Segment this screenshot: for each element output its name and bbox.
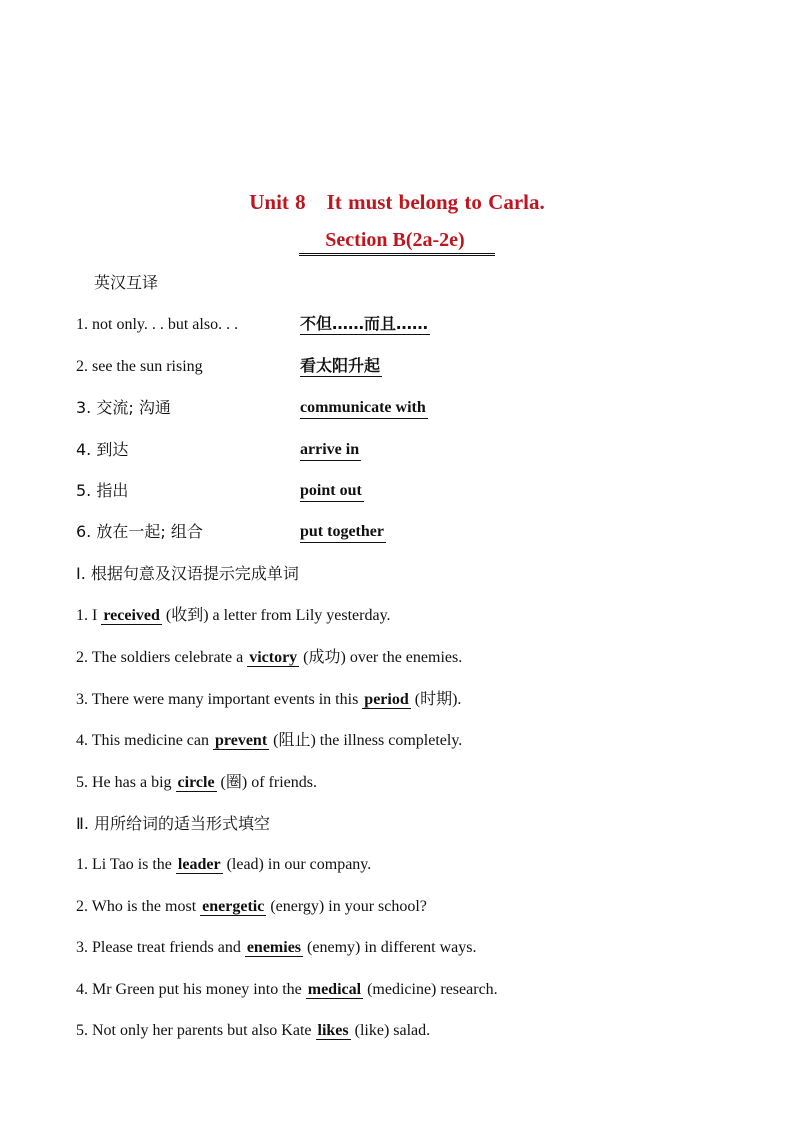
vocab-prompt-5: 5. 指出: [76, 481, 129, 500]
vocab-answer-2: 看太阳升起: [300, 356, 381, 375]
vocab-prompt-4: 4. 到达: [76, 440, 129, 459]
section-2-item-5: 5. Not only her parents but also Kate likes (like) salad.: [76, 1022, 431, 1039]
section-1-item-4: 4. This medicine can prevent (阻止) the illness completely.: [76, 732, 463, 749]
section-2-item-2: 2. Who is the most energetic (energy) in your school?: [76, 898, 427, 915]
section-1-item-1: 1. I received (收到) a letter from Lily yesterday.: [76, 607, 391, 624]
section-2-heading: Ⅱ. 用所给词的适当形式填空: [76, 814, 271, 833]
subtitle-wrapper: [0, 229, 794, 256]
vocab-prompt-2: 2. see the sun rising: [76, 358, 203, 375]
section-2-item-4: 4. Mr Green put his money into the medical (medicine) research.: [76, 981, 498, 998]
answer-blank: leader: [177, 856, 221, 873]
vocab-prompt-1: 1. not only. . . but also. . .: [76, 316, 239, 333]
section-1-item-2: 2. The soldiers celebrate a victory (成功) over the enemies.: [76, 649, 463, 666]
answer-blank: medical: [307, 981, 362, 998]
page-title: Unit 8 It must belong to Carla.: [249, 190, 545, 214]
section-1-item-5: 5. He has a big circle (圈) of friends.: [76, 774, 317, 791]
answer-blank: prevent: [215, 732, 268, 749]
answer-blank: victory: [249, 649, 298, 666]
section-2-item-3: 3. Please treat friends and enemies (enemy) in different ways.: [76, 939, 477, 956]
section-1-heading: Ⅰ. 根据句意及汉语提示完成单词: [76, 564, 299, 583]
vocab-answer-5: point out: [300, 481, 364, 502]
answer-blank: period: [364, 691, 409, 708]
answer-blank: received: [103, 607, 160, 624]
answer-blank: energetic: [202, 898, 265, 915]
section-1-item-3: 3. There were many important events in this period (时期).: [76, 691, 462, 708]
vocab-answer-4: arrive in: [300, 440, 361, 461]
answer-blank: enemies: [246, 939, 302, 956]
section-2-item-1: 1. Li Tao is the leader (lead) in our company.: [76, 856, 372, 873]
answer-blank: circle: [177, 774, 215, 791]
vocab-answer-3: communicate with: [300, 398, 428, 419]
vocab-answer-6: put together: [300, 522, 386, 543]
vocab-prompt-3: 3. 交流; 沟通: [76, 398, 171, 417]
translate-heading: 英汉互译: [94, 273, 159, 292]
vocab-prompt-6: 6. 放在一起; 组合: [76, 522, 203, 541]
vocab-answer-1: 不但……而且……: [300, 314, 429, 333]
answer-blank: likes: [317, 1022, 349, 1039]
section-subtitle: Section B(2a-2e): [299, 229, 494, 256]
